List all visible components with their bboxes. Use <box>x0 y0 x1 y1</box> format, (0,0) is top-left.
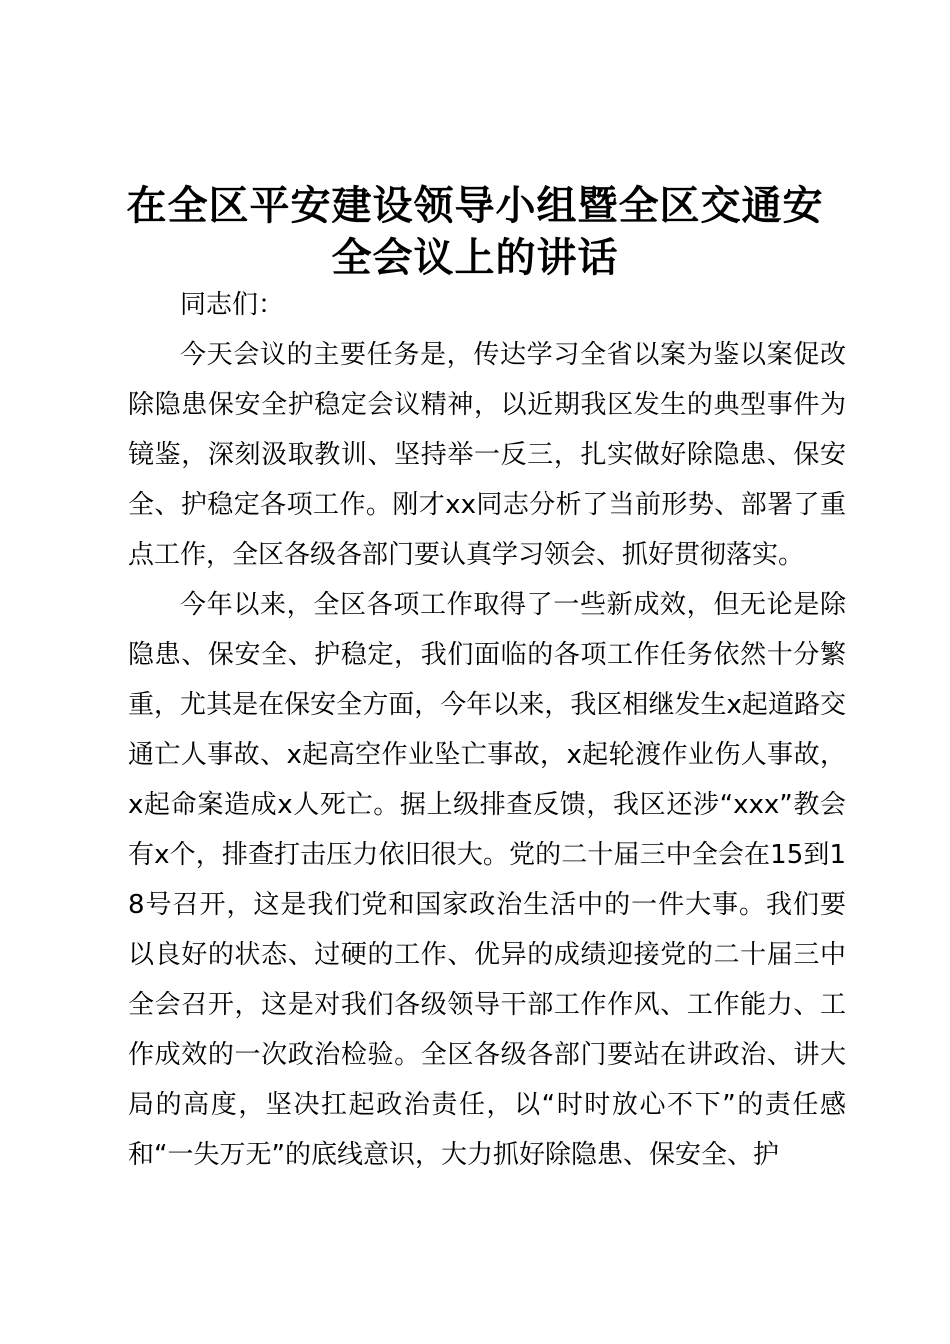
title-line-1: 在全区平安建设领导小组暨全区交通安 <box>126 183 824 229</box>
document-title <box>110 180 840 284</box>
document-body <box>128 280 846 1180</box>
paragraph-1: 今天会议的主要任务是，传达学习全省以案为鉴以案促改除隐患保安全护稳定会议精神，以近期我区发生的典型事件为镜鉴，深刻汲取教训、坚持举一反三，扎实做好除隐患、保安全、护稳定各项工作。刚才xx同志分析了当前形势、部署了重点工作，全区各级各部门要认真学习领会、抓好贯彻落实。 <box>128 340 846 570</box>
greeting: 同志们： <box>180 290 285 320</box>
title-line-2: 全会议上的讲话 <box>331 235 619 281</box>
paragraph-2: 今年以来，全区各项工作取得了一些新成效，但无论是除隐患、保安全、护稳定，我们面临的各项工作任务依然十分繁重，尤其是在保安全方面，今年以来，我区相继发生x起道路交通亡人事故、x起高空作业坠亡事故，x起轮渡作业伤人事故，x起命案造成x人死亡。据上级排查反馈，我区还涉“xxx”教会有x个，排查打击压力依旧很大。党的二十届三中全会在15到18号召开，这是我们党和国家政治生活中的一件大事。我们要以良好的状态、过硬的工作、优异的成绩迎接党的二十届三中全会召开，这是对我们各级领导干部工作作风、工作能力、工作成效的一次政治检验。全区各级各部门要站在讲政治、讲大局的高度，坚决扛起政治责任，以“时时放心不下”的责任感和“一失万无”的底线意识，大力抓好除隐患、保安全、护 <box>128 590 846 1170</box>
